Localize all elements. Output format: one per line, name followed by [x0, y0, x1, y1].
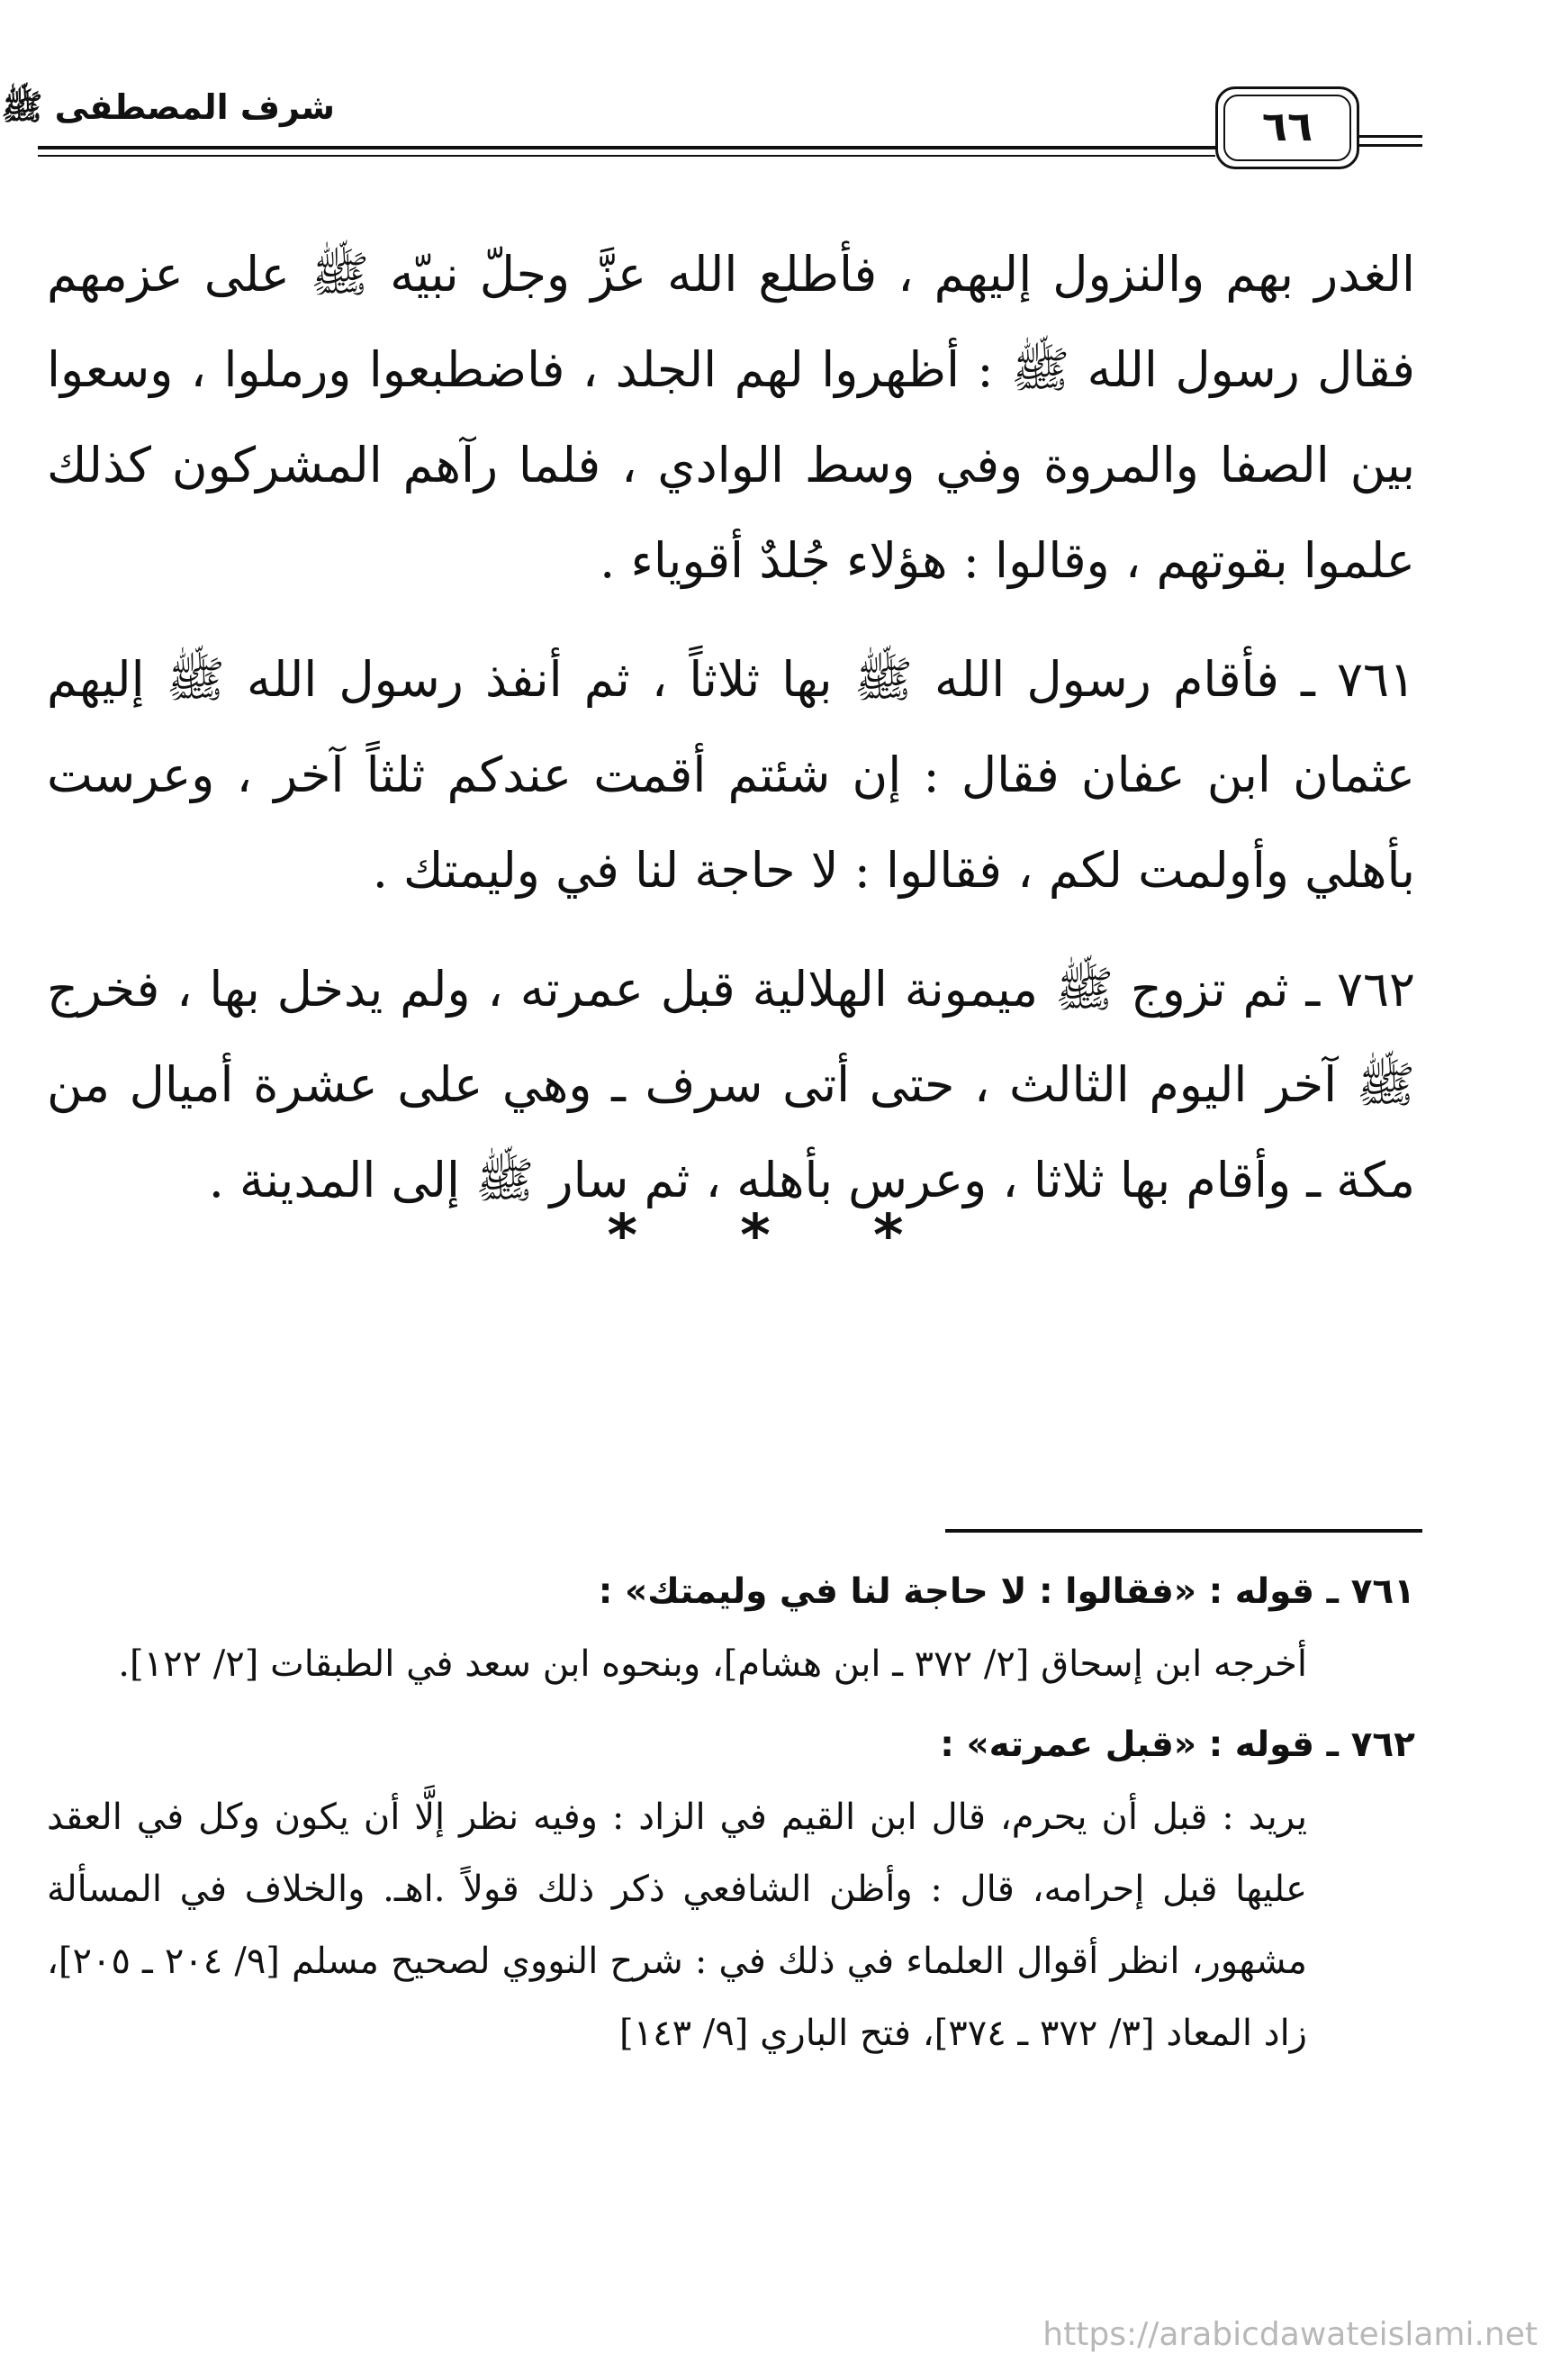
- footnote-heading: ٧٦٢ ـ قوله : «قبل عمرته» :: [940, 1724, 1415, 1765]
- watermark-url: https://arabicdawateislami.net: [1042, 2316, 1538, 2353]
- main-text: [47, 227, 1415, 1252]
- book-title: شرف المصطفى ﷺ: [1, 87, 335, 127]
- footnote-text: يريد : قبل أن يحرم، قال ابن القيم في الزاد : وفيه نظر إلَّا أن يكون وكل في العقد عليها قبل إحرامه، قال : وأظن الشافعي ذكر ذلك قولاً .اهـ. والخلاف في المسألة مشهور، انظر أقوال العلماء في ذلك في : شرح النووي لصحيح مسلم [٩/ ٢٠٤ ـ ٢٠٥]، زاد المعاد [٣/ ٣٧٢ ـ ٣٧٤]، فتح الباري [٩/ ١٤٣]: [47, 1796, 1307, 2054]
- page-number-frame: [1215, 86, 1359, 169]
- header-rule-right-top: [1359, 135, 1422, 138]
- header-rule-bottom: [38, 155, 1215, 157]
- paragraph: ٧٦١ ـ فأقام رسول الله ﷺ بها ثلاثاً ، ثم أنفذ رسول الله ﷺ إليهم عثمان ابن عفان فقال : إن شئتم أقمت عندكم ثلثاً آخر ، وعرست بأهلي وأولمت لكم ، فقالوا : لا حاجة لنا في وليمتك .: [47, 651, 1415, 899]
- footnote: [47, 1556, 1415, 1700]
- footnotes: [47, 1556, 1415, 2078]
- footnote: [47, 1709, 1415, 2069]
- header-rule-right-bottom: [1359, 144, 1422, 147]
- paragraph: ٧٦٢ ـ ثم تزوج ﷺ ميمونة الهلالية قبل عمرته ، ولم يدخل بها ، فخرج ﷺ آخر اليوم الثالث ، حتى أتى سرف ـ وهي على عشرة أميال من مكة ـ وأقام بها ثلاثا ، وعرس بأهله ، ثم سار ﷺ إلى المدينة .: [47, 961, 1415, 1208]
- footnote-heading: ٧٦١ ـ قوله : «فقالوا : لا حاجة لنا في وليمتك» :: [598, 1571, 1415, 1612]
- footnote-text: أخرجه ابن إسحاق [٢/ ٣٧٢ ـ ابن هشام]، وبنحوه ابن سعد في الطبقات [٢/ ١٢٢].: [118, 1643, 1307, 1685]
- section-separator: * * *: [607, 1203, 945, 1270]
- page-number: ٦٦: [1261, 102, 1313, 150]
- paragraph: الغدر بهم والنزول إليهم ، فأطلع الله عزَّ وجلّ نبيّه ﷺ على عزمهم فقال رسول الله ﷺ : أظهروا لهم الجلد ، فاضطبعوا ورملوا ، وسعوا بين الصفا والمروة وفي وسط الوادي ، فلما رآهم المشركون كذلك علموا بقوتهم ، وقالوا : هؤلاء جُلدٌ أقوياء .: [47, 246, 1415, 589]
- header-rule-top: [38, 146, 1215, 149]
- footnote-rule: [945, 1529, 1422, 1533]
